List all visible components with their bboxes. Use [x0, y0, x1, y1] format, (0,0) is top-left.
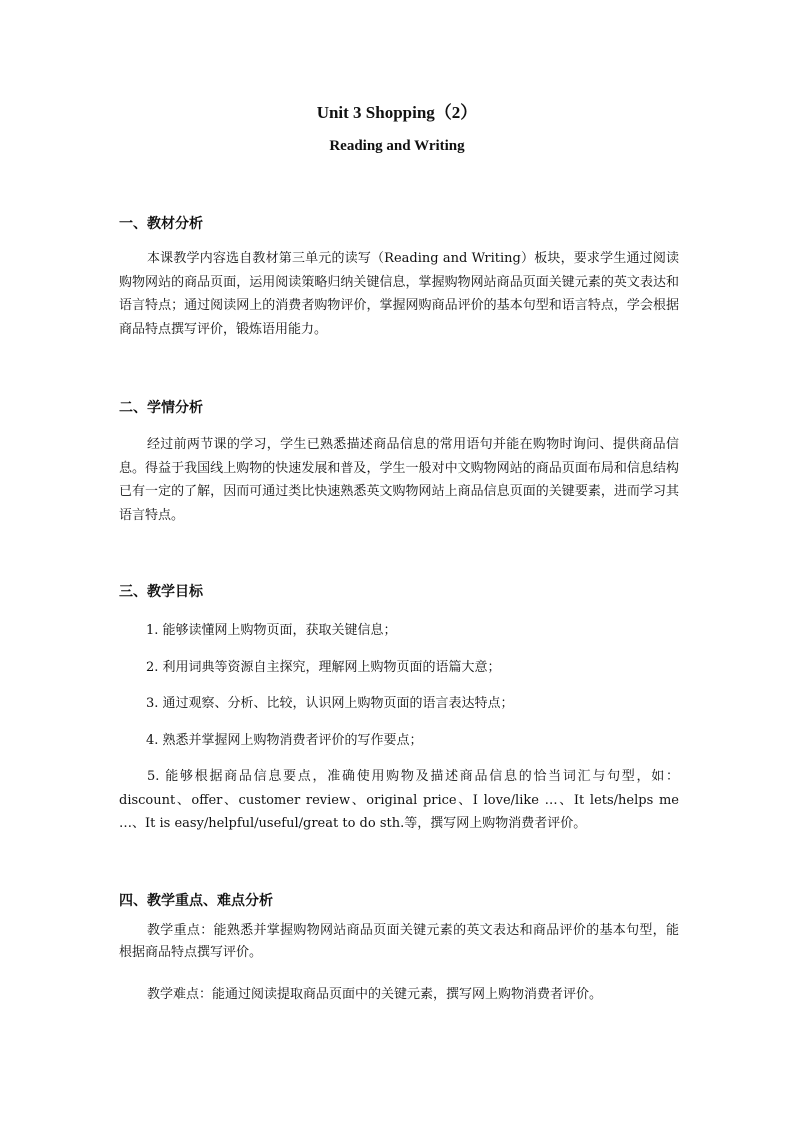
- objective-item: 2. 利用词典等资源自主探究，理解网上购物页面的语篇大意；: [146, 660, 501, 675]
- objective-item-5: 5. 能够根据商品信息要点，准确使用购物及描述商品信息的恰当词汇与句型，如：discount、offer、customer review、original price、I love/like …、It lets/helps me …、It is easy/helpful/useful/great to do sth.等，撰写网上购物消费者评价。: [119, 769, 679, 831]
- student-analysis-paragraph: 经过前两节课的学习，学生已熟悉描述商品信息的常用语句并能在购物时询问、提供商品信息。得益于我国线上购物的快速发展和普及，学生一般对中文购物网站的商品页面布局和信息结构已有一定的了解，因而可通过类比快速熟悉英文购物网站上商品信息页面的关键要素，进而学习其语言特点。: [119, 437, 679, 523]
- difficult-points-paragraph: 教学难点：能通过阅读提取商品页面中的关键元素，撰写网上购物消费者评价。: [147, 987, 603, 1002]
- section-heading-teaching-objectives: 三、教学目标: [119, 584, 203, 600]
- textbook-analysis-paragraph: 本课教学内容选自教材第三单元的读写（Reading and Writing）板块，要求学生通过阅读购物网站的商品页面，运用阅读策略归纳关键信息，掌握购物网站商品页面关键元素的英文表达和语言特点；通过阅读网上的消费者购物评价，掌握网购商品评价的基本句型和语言特点，学会根据商品特点撰写评价，锻炼语用能力。: [119, 251, 679, 337]
- document-subtitle: Reading and Writing: [329, 138, 465, 154]
- key-points-paragraph: 教学重点：能熟悉并掌握购物网站商品页面关键元素的英文表达和商品评价的基本句型，能根据商品特点撰写评价。: [119, 923, 679, 960]
- section-heading-key-difficult-points: 四、教学重点、难点分析: [119, 893, 273, 909]
- objective-item: 1. 能够读懂网上购物页面，获取关键信息；: [146, 623, 397, 638]
- objective-item: 4. 熟悉并掌握网上购物消费者评价的写作要点；: [146, 733, 423, 748]
- section-heading-textbook-analysis: 一、教材分析: [119, 216, 203, 232]
- objective-item: 3. 通过观察、分析、比较，认识网上购物页面的语言表达特点；: [146, 696, 514, 711]
- section-heading-student-analysis: 二、学情分析: [119, 400, 203, 416]
- document-title: Unit 3 Shopping（2）: [316, 103, 478, 122]
